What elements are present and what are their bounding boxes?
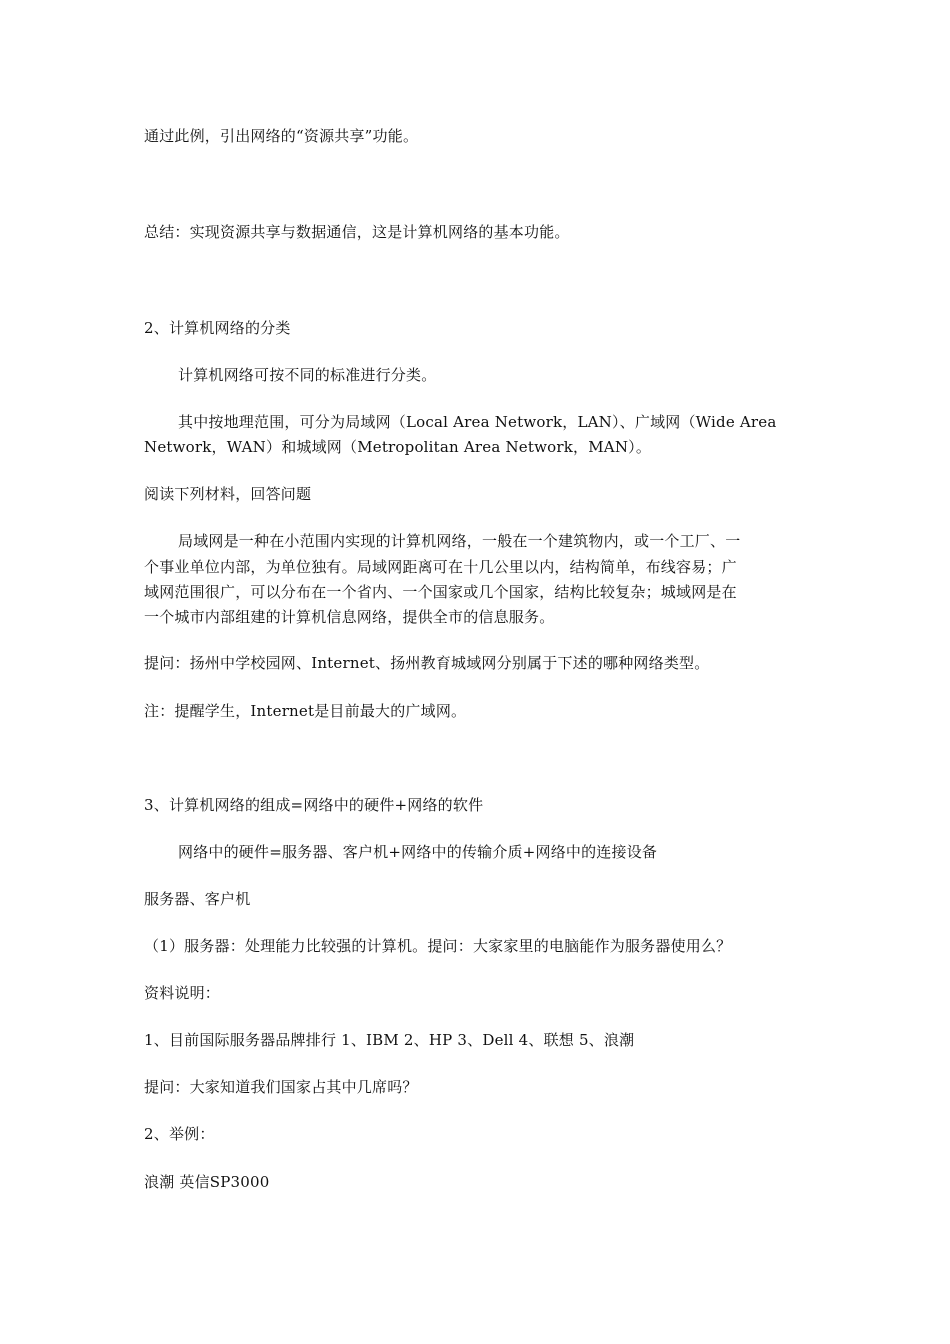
paragraph-geography-line-1: 其中按地理范围，可分为局域网（Local Area Network，LAN）、广域网（Wide Area [178,413,777,431]
paragraph-server-client: 服务器、客户机 [144,890,251,908]
paragraph-classification-intro: 计算机网络可按不同的标准进行分类。 [178,366,437,384]
paragraph-question-china: 提问：大家知道我们国家占其中几席吗？ [144,1078,418,1096]
paragraph-resource-sharing: 通过此例，引出网络的“资源共享”功能。 [144,127,419,145]
paragraph-materials: 资料说明： [144,984,221,1002]
paragraph-example-heading: 2、举例： [144,1125,215,1143]
paragraph-note-internet: 注：提醒学生，Internet是目前最大的广域网。 [144,702,467,720]
paragraph-hardware: 网络中的硬件=服务器、客户机+网络中的传输介质+网络中的连接设备 [178,843,658,861]
paragraph-lan-line-3: 域网范围很广，可以分布在一个省内、一个国家或几个国家，结构比较复杂；城域网是在 [144,583,737,601]
section-heading-composition: 3、计算机网络的组成=网络中的硬件+网络的软件 [144,796,484,814]
paragraph-question-network-types: 提问：扬州中学校园网、Internet、扬州教育城域网分别属于下述的哪种网络类型。 [144,654,710,672]
paragraph-server-brands: 1、目前国际服务器品牌排行 1、IBM 2、HP 3、Dell 4、联想 5、浪潮 [144,1031,635,1049]
paragraph-lan-line-4: 一个城市内部组建的计算机信息网络，提供全市的信息服务。 [144,608,555,626]
section-heading-classification: 2、计算机网络的分类 [144,319,291,337]
paragraph-summary: 总结：实现资源共享与数据通信，这是计算机网络的基本功能。 [144,223,570,241]
paragraph-lan-line-1: 局域网是一种在小范围内实现的计算机网络，一般在一个建筑物内，或一个工厂、一 [178,532,741,550]
paragraph-reading-prompt: 阅读下列材料，回答问题 [144,485,312,503]
paragraph-server-definition: （1）服务器：处理能力比较强的计算机。提问：大家家里的电脑能作为服务器使用么？ [144,937,732,955]
paragraph-lan-line-2: 个事业单位内部，为单位独有。局域网距离可在十几公里以内，结构简单，布线容易；广 [144,558,737,576]
paragraph-example-server: 浪潮 英信SP3000 [144,1173,270,1191]
paragraph-geography-line-2: Network，WAN）和城域网（Metropolitan Area Network，MAN）。 [144,438,652,456]
